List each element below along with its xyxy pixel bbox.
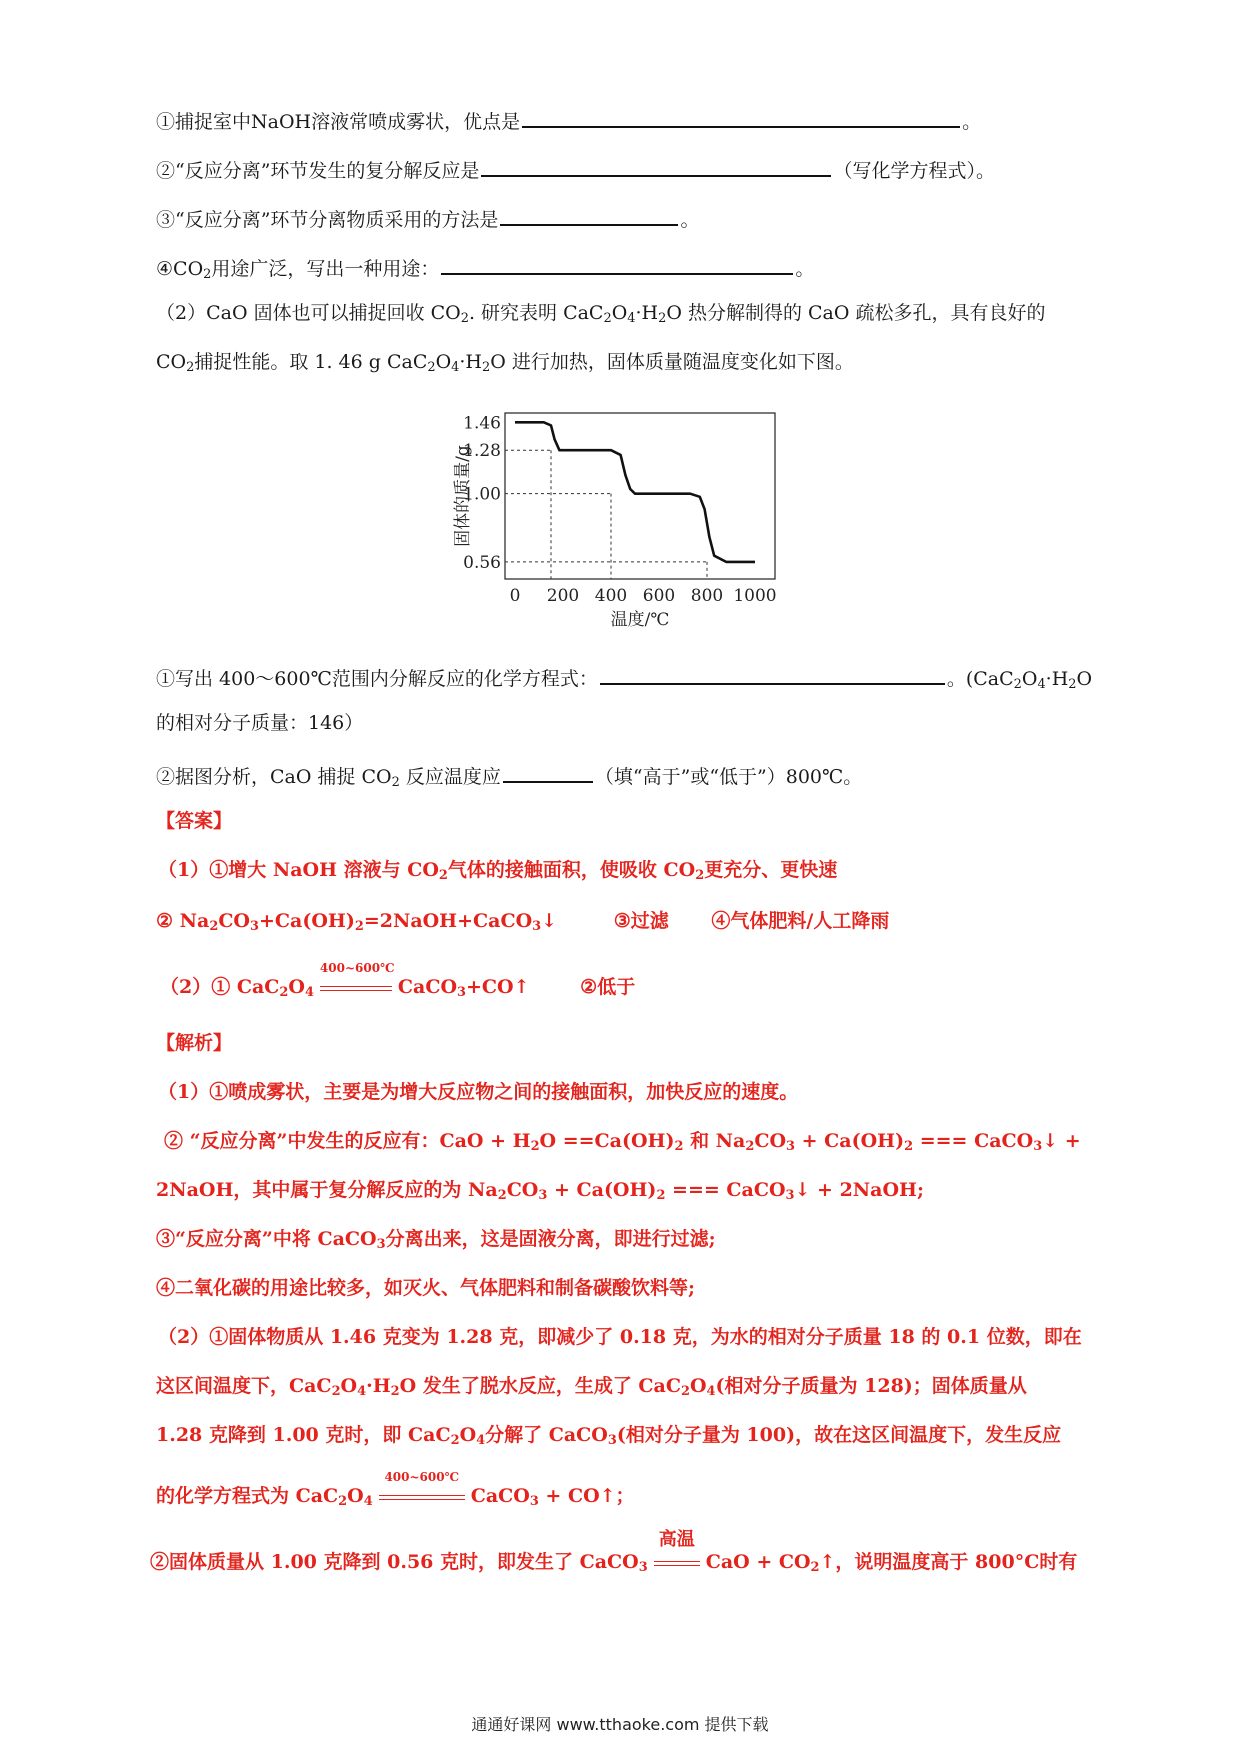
answer-heading: 【答案】	[156, 810, 233, 832]
question-3: ③“反应分离”环节分离物质采用的方法是 。	[156, 206, 699, 230]
analysis-line-8: 1.28 克降到 1.00 克时，即 $CaC_2O_4$分解了 CaCO$_3$(相对分子量为 100)，故在这区间温度下，发生反应	[156, 1424, 1062, 1449]
sub-question-1-cont: 的相对分子质量：146）	[156, 712, 364, 734]
reaction-condition: 400~600℃	[320, 978, 392, 997]
part-2-intro-line-1: （2）CaO 固体也可以捕捉回收 $CO_2$. 研究表明 $CaC_2O_4\cdot H_2O$ 热分解制得的 CaO 疏松多孔，具有良好的	[156, 302, 1046, 327]
question-1: ①捕捉室中NaOH溶液常喷成雾状，优点是 。	[156, 108, 981, 132]
analysis-heading: 【解析】	[156, 1032, 233, 1054]
y-tick-label: 0.56	[463, 552, 501, 573]
analysis-line-1: （1）①喷成雾状，主要是为增大反应物之间的接触面积，加快反应的速度。	[158, 1081, 799, 1103]
reaction-condition: 高温	[654, 1553, 700, 1572]
x-tick-label: 0	[509, 586, 521, 606]
part-2-intro-line-2: $CO_2$捕捉性能。取 1. 46 g $CaC_2O_4\cdot H_2O$ 进行加热，固体质量随温度变化如下图。	[156, 351, 854, 376]
y-tick-label: 1.28	[463, 441, 501, 462]
reaction-condition: 400~600℃	[379, 1487, 465, 1506]
answer-line-3: （2）① $CaC_2O_4$ 400~600℃ CaCO$_3$+CO↑ ②低于	[160, 961, 636, 1001]
answer-blank[interactable]	[481, 157, 831, 177]
analysis-line-2: ② “反应分离”中发生的反应有：CaO + $H_2O ==Ca(OH)_2$ 和 $Na_2CO_3 + Ca(OH)_2$ === CaCO$_3$↓ +	[164, 1130, 1081, 1155]
analysis-line-5: ④二氧化碳的用途比较多，如灭火、气体肥料和制备碳酸饮料等;	[156, 1277, 696, 1299]
sub-question-1: ①写出 400～600℃范围内分解反应的化学方程式： 。($CaC_2O_4\cdot H_2O$	[156, 665, 1092, 689]
analysis-line-4: ③“反应分离”中将 CaCO$_3$分离出来，这是固液分离，即进行过滤;	[156, 1228, 716, 1253]
x-tick-label: 1000	[733, 586, 777, 606]
x-tick-label: 600	[642, 586, 676, 606]
analysis-line-10: ②固体质量从 1.00 克降到 0.56 克时，即发生了 CaCO$_3$ 高温 CaO + $CO_2↑$，说明温度高于 800°C时有	[150, 1529, 1078, 1576]
answer-blank[interactable]	[500, 206, 678, 226]
answer-line-1: （1）①增大 NaOH 溶液与 $CO_2$气体的接触面积，使吸收 $CO_2$更充分、更快速	[158, 859, 838, 884]
y-tick-label: 1.00	[463, 484, 501, 505]
mass-temperature-chart	[440, 405, 800, 635]
analysis-line-3: 2NaOH，其中属于复分解反应的为 $Na_2CO_3 + Ca(OH)_2$ === CaCO$_3$↓ + 2NaOH;	[156, 1179, 924, 1204]
x-tick-label: 200	[546, 586, 580, 606]
x-axis-label: 温度/℃	[610, 610, 670, 630]
question-4: $④CO_2$用途广泛，写出一种用途： 。	[156, 255, 814, 279]
answer-blank[interactable]	[503, 763, 593, 783]
analysis-line-9: 的化学方程式为 $CaC_2O_4$ 400~600℃ CaCO$_3$ + CO↑；	[156, 1470, 635, 1510]
x-tick-label: 800	[690, 586, 724, 606]
answer-line-2: ② $Na_2CO_3+Ca(OH)_2=2NaOH+CaCO_3↓$ ③过滤 ④气体肥料/人工降雨	[156, 910, 890, 935]
plot-frame	[505, 413, 775, 579]
y-tick-label: 1.46	[463, 413, 501, 434]
analysis-line-6: （2）①固体物质从 1.46 克变为 1.28 克，即减少了 0.18 克，为水的相对分子质量 18 的 0.1 位数，即在	[158, 1326, 1082, 1348]
footer-credit: 通通好课网 www.tthaoke.com 提供下载	[471, 1715, 769, 1734]
x-tick-label: 400	[594, 586, 628, 606]
answer-blank[interactable]	[600, 665, 945, 685]
y-axis-label: 固体的质量/g	[453, 445, 473, 547]
sub-question-2: ②据图分析，CaO 捕捉 $CO_2$ 反应温度应 （填“高于”或“低于”）800℃。	[156, 763, 862, 787]
question-2: ②“反应分离”环节发生的复分解反应是 （写化学方程式）。	[156, 157, 995, 181]
analysis-line-7: 这区间温度下，$CaC_2O_4\cdot H_2O$ 发生了脱水反应，生成了 $CaC_2O_4$(相对分子质量为 128)；固体质量从	[156, 1375, 1027, 1400]
answer-blank[interactable]	[441, 255, 793, 275]
answer-blank[interactable]	[522, 108, 960, 128]
